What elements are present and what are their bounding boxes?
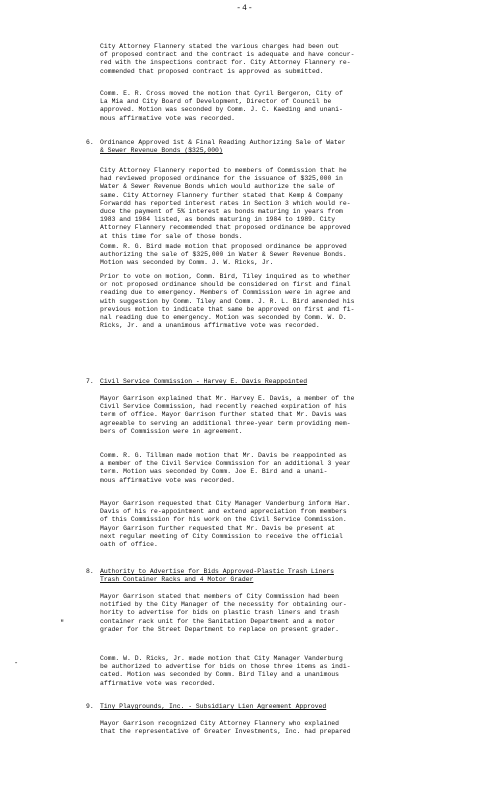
item-8-paragraph-2: Comm. W. D. Ricks, Jr. made motion that City Manager Vanderburg be authorized to advertise for bids on those three items as indi- cated. Motion was seconded by Comm. Bird Tiley and a unanimous affirmative vote was recorded. bbox=[100, 655, 351, 687]
margin-mark: " bbox=[60, 620, 65, 628]
paragraph-cross-motion: Comm. E. R. Cross moved the motion that Cyril Bergeron, City of La Mia and City Board of Development, Director of Council be approved. Motion was seconded by Comm. J. C. Kaeding and unani- mous affirmative vote was recorded. bbox=[100, 90, 343, 122]
item-7-paragraph-1: Mayor Garrison explained that Mr. Harvey E. Davis, a member of the Civil Service Commission, had recently reached expiration of his term of office. Mayor Garrison further stated that Mr. Davis was agreeable to serving an additional three-year term providing mem- bers of Commission were in agreement. bbox=[100, 395, 355, 435]
item-8-title-line-2: Trash Container Racks and 4 Motor Grader bbox=[100, 576, 254, 583]
item-6-paragraph-3: Prior to vote on motion, Comm. Bird, Tiley inquired as to whether or not proposed ordinance should be considered on first and final reading due to emergency. Members of Commission were in agree and with suggestion by Comm. Tiley and Comm. J. R. L. Bird amended his previous motion to indicate that same be approved on first and fi- nal reading due to emergency. Motion was seconded by Comm. W. D. Ricks, Jr. and a unanimous affirmative vote was recorded. bbox=[100, 273, 355, 330]
item-8-number: 8. bbox=[86, 568, 94, 575]
item-8-title-line-1: Authority to Advertise for Bids Approved-Plastic Trash Liners bbox=[100, 568, 334, 575]
item-7-paragraph-3: Mayor Garrison requested that City Manager Vanderburg inform Har. Davis of his re-appointment and extend appreciation from members of this Commission for his work on the Civil Service Commission. Mayor Garrison further requested that Mr. Davis be present at next regular meeting of City Commission to receive the official oath of office. bbox=[100, 500, 351, 549]
item-6-number: 6. bbox=[86, 139, 94, 146]
item-6-paragraph-1: City Attorney Flannery reported to members of Commission that he had reviewed proposed ordinance for the issuance of $325,000 in Water & Sewer Revenue Bonds which would authorize the sale of same. City Attorney Flannery further stated that Kemp & Company Forwardd has reported interest rates in Section 3 which would re- duce the payment of 5% interest as bonds maturing in years from 1983 and 1984 listed, as bonds maturing in 1984 to 1989. City Attorney Flannery recommended that proposed ordinance be approved at this time for sale of those bonds. bbox=[100, 167, 351, 240]
margin-mark: - bbox=[14, 660, 19, 668]
item-9-title: Tiny Playgrounds, Inc. - Subsidiary Lien Agreement Approved bbox=[100, 703, 327, 710]
item-9-paragraph-1: Mayor Garrison recognized City Attorney Flannery who explained that the representative of Greater Investments, Inc. had prepared bbox=[100, 720, 351, 736]
item-7-title: Civil Service Commission - Harvey E. Davis Reappointed bbox=[100, 378, 308, 385]
paragraph-flannery-contract: City Attorney Flannery stated the various charges had been out of proposed contract and the contract is adequate and have concur- red with the inspections contract for. City Attorney Flannery re- commended that proposed contract is approved as submitted. bbox=[100, 43, 355, 75]
item-6-title-line-2: & Sewer Revenue Bonds ($325,000) bbox=[100, 147, 223, 154]
item-6-paragraph-2: Comm. R. G. Bird made motion that proposed ordinance be approved authorizing the sale of $325,000 in Water & Sewer Revenue Bonds. Motion was seconded by Comm. J. W. Ricks, Jr. bbox=[100, 243, 347, 267]
page-number: -4- bbox=[236, 4, 254, 13]
item-9-number: 9. bbox=[86, 703, 94, 710]
item-7-number: 7. bbox=[86, 378, 94, 385]
item-6-title-line-1: Ordinance Approved 1st & Final Reading Authorizing Sale of Water bbox=[100, 139, 346, 146]
item-8-paragraph-1: Mayor Garrison stated that members of City Commission had been notified by the City Manager of the necessity for obtaining our- hority to advertise for bids on plastic trash liners and trash container rack unit for the Sanitation Department and a motor grader for the Street Department to replace on present grader. bbox=[100, 593, 347, 633]
item-7-paragraph-2: Comm. R. G. Tillman made motion that Mr. Davis be reappointed as a member of the Civil Service Commission for an additional 3 year term. Motion was seconded by Comm. Joe E. Bird and a unani- mous affirmative vote was recorded. bbox=[100, 452, 351, 484]
